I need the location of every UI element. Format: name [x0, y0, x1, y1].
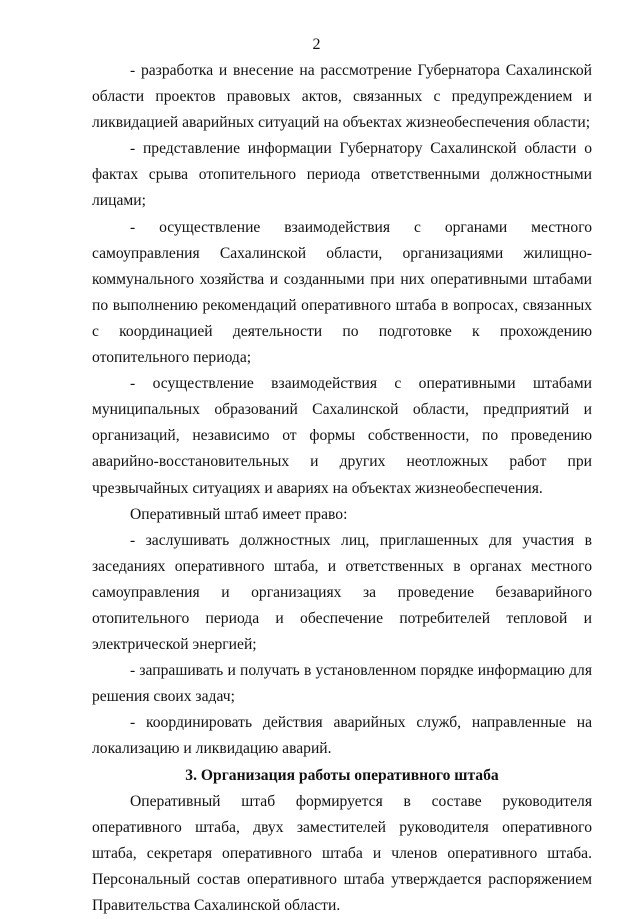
paragraph-hearing: - заслушивать должностных лиц, приглашенных для участия в заседаниях оперативного штаба, и ответственных в органах местного самоуправления и организациях за проведение безаварийного отопительного периода и обеспечение потребителей тепловой и электрической энергией;	[92, 531, 592, 654]
paragraph-proposals: - разработка и внесение на рассмотрение Губернатора Сахалинской области проектов правовых актов, связанных с предупреждением и ликвидацией аварийных ситуаций на объектах жизнеобеспечения области;	[92, 62, 592, 132]
paragraph-interaction-local: - осуществление взаимодействия с органами местного самоуправления Сахалинской области, организациями жилищно-коммунального хозяйства и созданными при них оперативными штабами по выполнению рекомендаций оперативного штаба в вопросах, связанных с координацией деятельности по подготовке к прохождению отопительного периода;	[92, 218, 592, 367]
paragraph-requesting: - запрашивать и получать в установленном порядке информацию для решения своих задач;	[92, 662, 592, 706]
page-number: 2	[312, 36, 321, 53]
document-body	[92, 58, 592, 919]
paragraph-interaction-municipal: - осуществление взаимодействия с оперативными штабами муниципальных образований Сахалинской области, предприятий и организаций, независимо от формы собственности, по проведению аварийно-восстановительных и других неотложных работ при чрезвычайных ситуациях и авариях на объектах жизнеобеспечения.	[92, 375, 592, 497]
paragraph-coordination: - координировать действия аварийных служб, направленные на локализацию и ликвидацию аварий.	[92, 714, 592, 758]
section-heading: 3. Организация работы оперативного штаба	[185, 766, 499, 784]
paragraph-composition: Оперативный штаб формируется в составе руководителя оперативного штаба, двух заместителей руководителя оперативного штаба, секретаря оперативного штаба и членов оперативного штаба. Персональный состав оперативного штаба утверждается распоряжением Правительства Сахалинской области.	[92, 792, 592, 914]
paragraph-information: - представление информации Губернатору Сахалинской области о фактах срыва отопительного периода ответственными должностными лицами;	[92, 140, 592, 210]
paragraph-rights-intro: Оперативный штаб имеет право:	[130, 505, 348, 523]
